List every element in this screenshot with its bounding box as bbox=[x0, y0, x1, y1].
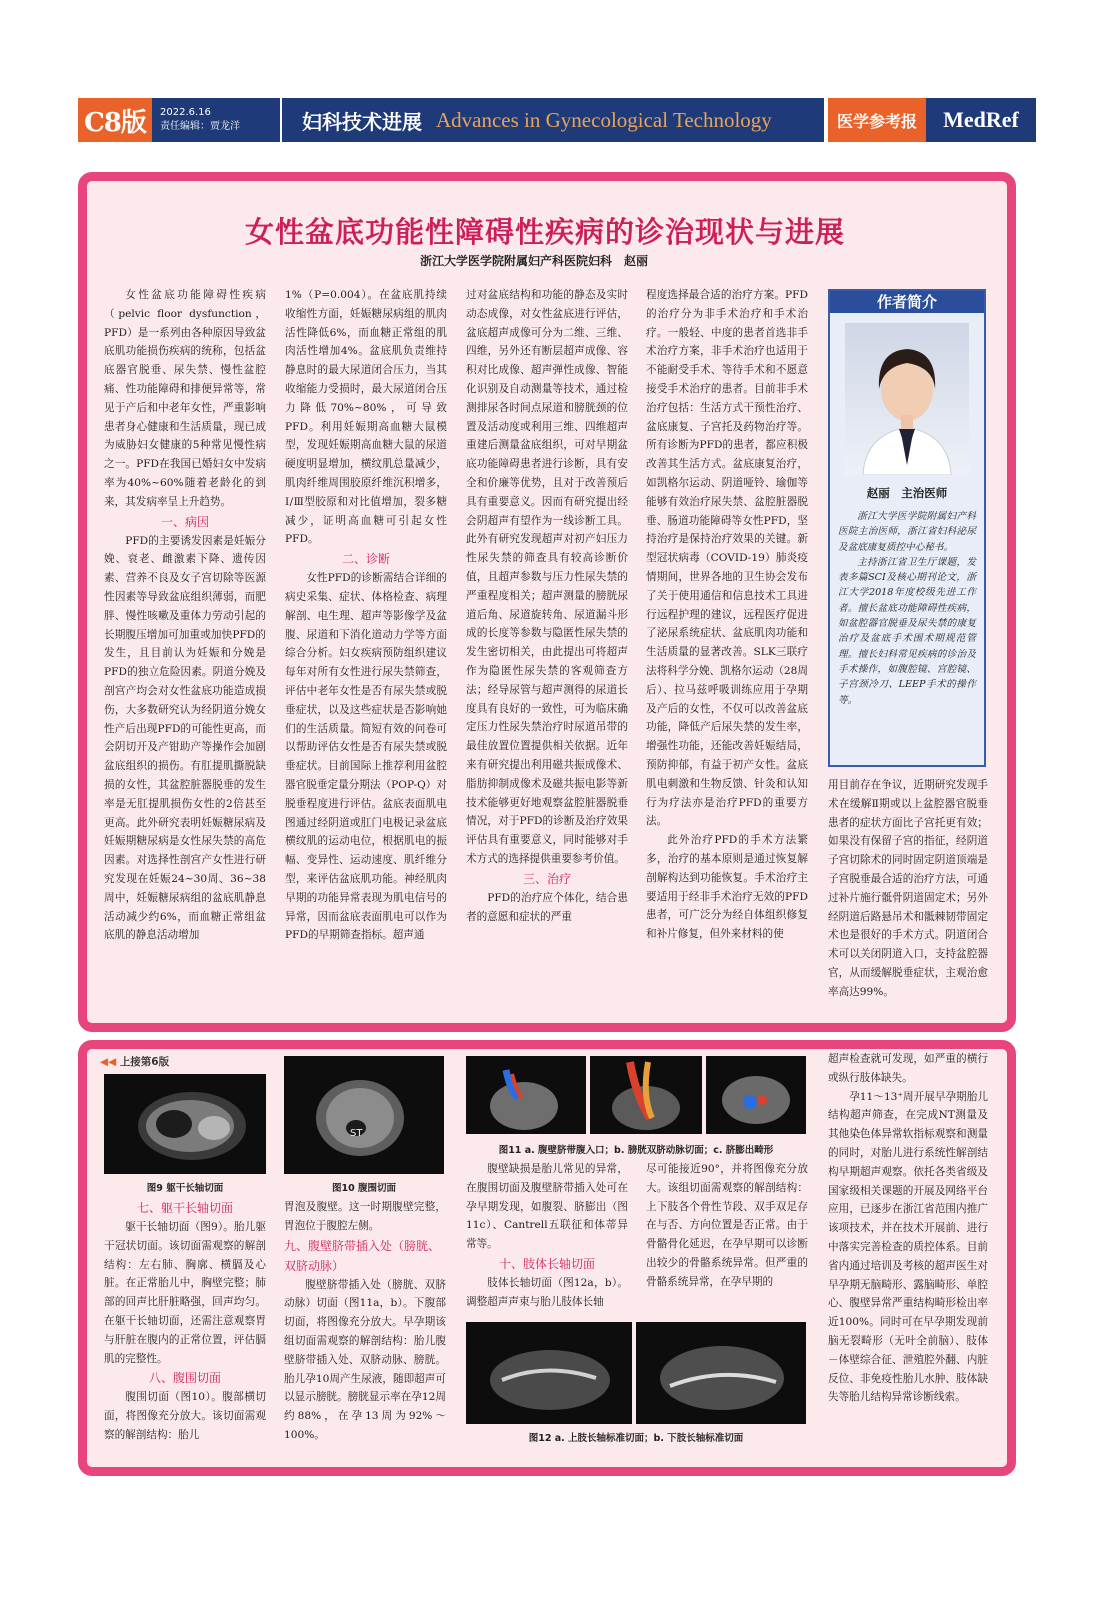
doppler-image-icon bbox=[706, 1056, 806, 1134]
paragraph: 腹围切面（图10）。腹部横切面，将图像充分放大。该切面需观察的解剖结构：胎儿 bbox=[104, 1391, 266, 1441]
figure-10-label: ST bbox=[350, 1128, 363, 1139]
paragraph: 过对盆底结构和功能的静态及实时动态成像，对女性盆底进行评估，盆底超声成像可分为二维、三维、四维，另外还有断层超声成像、容积对比成像、超声弹性成像、智能化识别及自动测量等技术，通过检测排尿各时间点尿道和膀胱颈的位置及活动度或利用三维、四维超声重建后测量盆底组织，可对早期盆底功能障碍患者进行诊断，具有安全和价廉等优势，且对于改善预后具有重要意义。因而有研究提出经会阴超声有望作为一线诊断工具。此外有研究发现超声对初产妇压力性尿失禁的筛查具有较高诊断价值，且超声参数与压力性尿失禁的严重程度相关；超声测量的膀胱尿道后角、尿道旋转角、尿道漏斗形成的长度等参数与隐匿性尿失禁的发生密切相关，由此提出可将超声作为隐匿性尿失禁的客观筛查方法；经导尿管与超声测得的尿道长度具有良好的一致性，可为临床确定压力性尿失禁治疗时尿道吊带的最佳放置位置提供相关依据。近年来有研究提出利用磁共振成像术、脂肪抑制成像术及磁共振电影等新技术能够更好地观察盆腔脏器脱垂情况，对于PFD的诊断及治疗效果评估具有重要意义，同时能够对手术方式的选择提供重要参考价值。 bbox=[466, 289, 628, 865]
ultrasound-image-icon bbox=[284, 1056, 444, 1174]
paragraph: 孕11～13⁺周开展早孕期胎儿结构超声筛查，在完成NT测量及其他染色体异常软指标观察和测量的同时，对胎儿进行系统性解剖结构早期超声观察。依托各类省级及国家级相关课题的开展及网络平台应用，已逐步在浙江省范围内推广该项技术，并在技术开展前、进行中落实完善检查的质控体系。目前省内通过培训及考核的超声医生对早孕期无脑畸形、露脑畸形、单腔心、腹壁异常严重结构畸形检出率近100%。同时可在早孕期发现前脑无裂畸形（无叶全前脑）、肢体－体壁综合征、泄殖腔外翻、内脏反位、非免疫性胎儿水肿、肢体缺失等胎儿结构异常诊断线索。 bbox=[828, 1090, 988, 1404]
figure-9-ultrasound bbox=[104, 1074, 266, 1174]
paragraph: 腹壁缺损是胎儿常见的异常，在腹围切面及腹壁脐带插入处可在孕早期发现，如腹裂、脐膨出（图11c）、Cantrell五联征和体蒂异常等。 bbox=[466, 1163, 628, 1251]
paragraph: 超声检查就可发现，如严重的横行或纵行肢体缺失。 bbox=[828, 1053, 988, 1084]
paragraph: 胃泡及腹壁。这一时期腹壁完整，胃泡位于腹腔左侧。 bbox=[284, 1201, 446, 1232]
section-heading: 一、病因 bbox=[160, 514, 209, 529]
article-column-5 bbox=[828, 776, 988, 1002]
paragraph: 女性盆底功能障碍性疾病（pelvic floor dysfunction，PFD）是一系列由各种原因导致盆底肌功能损伤疾病的统称，包括盆底器官脱垂、尿失禁、慢性盆腔痛、性功能障碍和排便异常等，常见于产后和中老年女性，严重影响患者身心健康和生活质量，现已成为威胁妇女健康的5种常见慢性病之一。PFD在我国已婚妇女中发病率为40%~60%随着老龄化的到来，其发病率呈上升趋势。 bbox=[104, 289, 266, 508]
article-column-2 bbox=[285, 286, 447, 945]
paragraph: 尽可能接近90°，并将图像充分放大。该组切面需观察的解剖结构：上下肢各个骨性节段、双手双足存在与否、方向位置是否正常。由于骨骼骨化延迟，在孕早期可以诊断出较少的骨骼系统异常。但严重的骨骼系统异常，在孕早期的 bbox=[646, 1163, 808, 1288]
author-heading: 作者简介 bbox=[830, 291, 984, 313]
issue-date: 2022.6.16 bbox=[160, 107, 211, 118]
column-title-cn: 妇科技术进展 bbox=[302, 109, 422, 134]
article-column-3 bbox=[466, 286, 628, 926]
ultrasound-image-icon bbox=[636, 1322, 806, 1424]
figure-10-caption: 图10 腹围切面 bbox=[331, 1183, 397, 1194]
figure-11c-ultrasound bbox=[706, 1056, 806, 1134]
paragraph: 用目前存在争议，近期研究发现手术在缓解Ⅱ期或以上盆腔器官脱垂患者的症状方面比子宫托更有效；如果没有保留子宫的指征，经阴道子宫切除术的同时固定阴道顶端是子宫脱垂最合适的治疗方法，可通过补片施行骶骨阴道固定术；另外经阴道后路悬吊术和骶棘韧带固定术也是很好的手术方式。阴道闭合术可以关闭阴道入口，支持盆腔器官，从而缓解脱垂症状，主观治愈率高达99%。 bbox=[828, 779, 988, 998]
paragraph: 腹壁脐带插入处（膀胱、双脐动脉）切面（图11a，b）。下腹部切面，将图像充分放大。早孕期该组切面需观察的解剖结构：胎儿腹壁脐带插入处、双脐动脉、膀胱。胎儿孕10周产生尿液，随即超声可以显示膀胱。膀胱显示率在孕12周约88%，在孕13周为92%～100%。 bbox=[284, 1278, 446, 1441]
column-title-en: Advances in Gynecological Technology bbox=[436, 107, 772, 132]
section-heading: 八、腹围切面 bbox=[148, 1371, 221, 1386]
continued-label: ◀◀ 上接第6版 bbox=[100, 1056, 170, 1068]
issue-info bbox=[152, 98, 280, 142]
editor-credit: 责任编辑：贾龙洋 bbox=[160, 121, 240, 132]
figure-9-caption: 图9 躯干长轴切面 bbox=[146, 1183, 224, 1194]
paragraph: 程度选择最合适的治疗方案。PFD的治疗分为非手术治疗和手术治疗。一般轻、中度的患者首选非手术治疗方案，非手术治疗也适用于不能耐受手术、等待手术和不愿意接受手术治疗的患者。目前非手术治疗包括：生活方式干预性治疗、盆底康复、子宫托及药物治疗等。所有诊断为PFD的患者，都应积极改善其生活方式。盆底康复治疗，如凯格尔运动、阴道哑铃、瑜伽等能够有效治疗尿失禁、盆腔脏器脱垂、肠道功能障碍等女性PFD，坚持治疗是保持治疗效果的关键。新型冠状病毒（COVID-19）肺炎疫情期间，世界各地的卫生协会发布了关于使用通信和信息技术工具进行远程护理的建议，远程医疗促进了泌尿系统症状、盆底肌肉功能和生活质量的显著改善。SLK三联疗法将科学分娩、凯格尔运动（28周后）、拉马兹呼吸训练应用于孕期及产后的女性，不仅可以改善盆底功能，降低产后尿失禁的发生率，增强性功能，还能改善妊娠结局，预防抑郁，有益于初产女性。盆底肌电刺激和生物反馈、针灸和认知行为疗法亦是治疗PFD的重要方法。 bbox=[646, 289, 808, 828]
brand-cn: 医学参考报 bbox=[828, 98, 926, 142]
article-column-1 bbox=[104, 286, 266, 945]
section-heading: 二、诊断 bbox=[341, 552, 390, 567]
article-byline: 浙江大学医学院附属妇产科医院妇科 赵丽 bbox=[420, 254, 649, 268]
page-header bbox=[78, 98, 1036, 142]
doppler-image-icon bbox=[466, 1056, 586, 1134]
bottom-column-3 bbox=[466, 1160, 628, 1312]
ultrasound-image-icon bbox=[466, 1322, 632, 1424]
ultrasound-image-icon bbox=[104, 1074, 266, 1174]
arrow-left-icon: ◀◀ bbox=[100, 1056, 120, 1068]
bottom-column-5 bbox=[828, 1050, 988, 1407]
section-heading: 九、腹壁脐带插入处（膀胱、双脐动脉） bbox=[284, 1238, 441, 1273]
figure-11a-ultrasound bbox=[466, 1056, 586, 1134]
bottom-column-2 bbox=[284, 1198, 446, 1445]
author-bio-paragraph: 主持浙江省卫生厅课题，发表多篇SCI及核心期刊论文，浙江大学2018年度校级先进工作者。擅长盆底功能障碍性疾病，如盆腔器官脱垂及尿失禁的康复治疗及盆底手术围术期规范管理。擅长妇科常见疾病的诊治及手术操作，如腹腔镜、宫腔镜、子宫颈冷刀、LEEP手术的操作等。 bbox=[838, 556, 976, 706]
paragraph: 女性PFD的诊断需结合详细的病史采集、症状、体格检查、病理解剖、电生理、超声等影像学及盆腹、尿道和下消化道动力学等方面综合分析。妇女疾病预防组织建议每年对所有女性进行尿失禁筛查，评估中老年女性是否有尿失禁或脱垂症状，以及这些症状是否影响她们的生活质量。简短有效的问卷可以帮助评估女性是否有尿失禁或脱垂症状。目前国际上推荐利用盆腔器官脱垂定量分期法（POP-Q）对脱垂程度进行评估。盆底表面肌电图通过经阴道或肛门电极记录盆底横纹肌的运动电位，根据肌电的振幅、变异性、运动速度、肌纤维分型，来评估盆底肌功能。神经肌肉早期的功能异常表现为肌电信号的异常，因而盆底表面肌电可以作为PFD的早期筛查指标。超声通 bbox=[285, 572, 447, 942]
article-title: 女性盆底功能性障碍性疾病的诊治现状与进展 bbox=[244, 215, 845, 249]
bottom-column-1 bbox=[104, 1198, 266, 1445]
figure-12b-ultrasound bbox=[636, 1322, 806, 1424]
figure-11-caption: 图11 a. 腹壁脐带腹入口；b. 膀胱双脐动脉切面；c. 脐膨出畸形 bbox=[498, 1145, 774, 1156]
paragraph: 此外治疗PFD的手术方法繁多，治疗的基本原则是通过恢复解剖解构达到功能恢复。手术治疗主要适用于经非手术治疗无效的PFD患者，可广泛分为经自体组织修复和补片修复，但外来材料的使 bbox=[646, 834, 808, 941]
column-title bbox=[282, 98, 824, 142]
figure-12-caption: 图12 a. 上肢长轴标准切面；b. 下肢长轴标准切面 bbox=[528, 1433, 744, 1444]
paragraph: 肢体长轴切面（图12a，b）。调整超声声束与胎儿肢体长轴 bbox=[466, 1276, 628, 1308]
doppler-image-icon bbox=[590, 1056, 702, 1134]
author-name: 赵丽 主治医师 bbox=[866, 486, 948, 500]
article-column-4 bbox=[646, 286, 808, 944]
edition-badge: C8版 bbox=[78, 98, 152, 142]
author-photo bbox=[845, 323, 969, 475]
paragraph: PFD的治疗应个体化，结合患者的意愿和症状的严重 bbox=[466, 891, 628, 923]
bottom-column-4 bbox=[646, 1160, 808, 1292]
author-profile-box bbox=[828, 289, 986, 767]
figure-10-ultrasound bbox=[284, 1056, 444, 1174]
paragraph: 1%（P=0.004）。在盆底肌持续收缩性方面，妊娠糖尿病组的肌肉活性降低6%，而血糖正常组的肌肉活性增加4%。盆底肌负责维持静息时的最大尿道闭合压力，当其收缩能力受损时，最大尿道闭合压力降低70%~80%，可导致PFD。利用妊娠期高血糖大鼠模型，发现妊娠期高血糖大鼠的尿道硬度明显增加，横纹肌总量减少，肌肉纤维周围胶原纤维沉积增多，Ⅰ/Ⅲ型胶原和对比值增加，裂多糖减少，证明高血糖可引起女性PFD。 bbox=[285, 289, 447, 546]
section-heading: 十、肢体长轴切面 bbox=[498, 1256, 595, 1271]
paragraph: 躯干长轴切面（图9）。胎儿躯干冠状切面。该切面需观察的解剖结构：左右肺、胸廓、横膈及心脏。在正常胎儿中，胸壁完整；肺部的回声比肝脏略强，回声均匀。在躯干长轴切面，还需注意观察胃与肝脏在腹内的正常位置，评估膈肌的完整性。 bbox=[104, 1221, 266, 1365]
author-bio-paragraph: 浙江大学医学院附属妇产科医院主治医师，浙江省妇科泌尿及盆底康复质控中心秘书。 bbox=[838, 511, 976, 553]
author-bio bbox=[830, 501, 984, 708]
paragraph: PFD的主要诱发因素是妊娠分娩、衰老、雌激素下降、遗传因素、营养不良及女子宫切除等医源性因素等导致盆底组织薄弱，而肥胖、慢性咳嗽及重体力劳动引起的长期腹压增加可加重或加快PFD的发生，且目前认为妊娠和分娩是PFD的独立危险因素。阴道分娩及剖宫产均会对女性盆底功能造成损伤，大多数研究认为经阴道分娩女性产后出现PFD的可能性更高，而会阴切开及产钳助产等操作会加剧盆底组织的损伤。有肛提肌撕脱缺损的女性，其盆腔脏器脱垂的发生率是无肛提肌损伤女性的2倍甚至更高。此外研究表明妊娠糖尿病及妊娠期糖尿病是女性尿失禁的高危因素。对选择性剖宫产女性进行研究发现在妊娠24~30周、36~38周中，妊娠糖尿病组的盆底肌静息活动减少约6%，而血糖正常组盆底肌的静息活动增加 bbox=[104, 534, 266, 942]
figure-12a-ultrasound bbox=[466, 1322, 632, 1424]
section-heading: 三、治疗 bbox=[522, 871, 571, 886]
author-portrait-icon bbox=[845, 323, 969, 475]
brand-logo: MedRef bbox=[926, 98, 1036, 142]
section-heading: 七、躯干长轴切面 bbox=[136, 1201, 233, 1215]
figure-11b-ultrasound bbox=[590, 1056, 702, 1134]
